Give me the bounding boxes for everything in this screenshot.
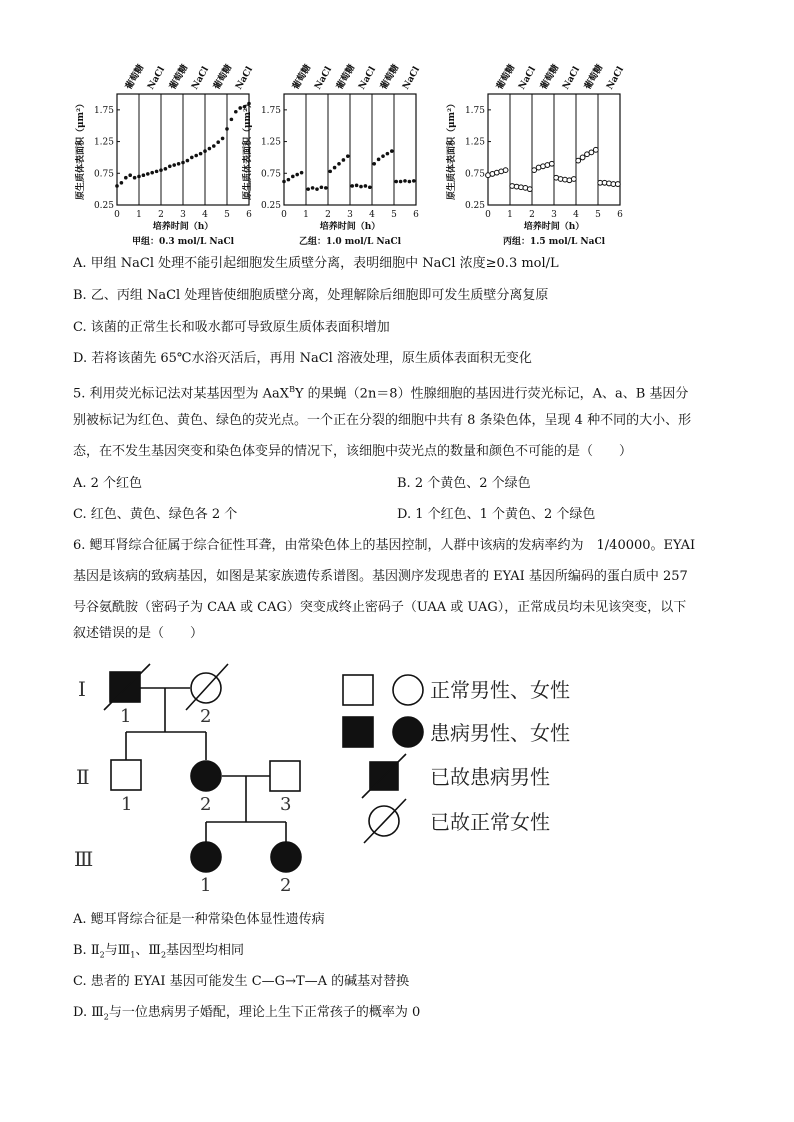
q6-line2: 基因是该病的致病基因，如图是某家族遗传系谱图。基因测序发现患者的 EYAI 基因所编码的蛋白质中 257 <box>73 569 688 584</box>
scatter-charts <box>0 0 794 255</box>
data-point <box>203 149 207 153</box>
y-tick-label: 0.25 <box>260 201 281 211</box>
q5-line2: 别被标记为红色、黄色、绿色的荧光点。一个正在分裂的细胞中共有 8 条染色体，呈现 4 种不同的大小、形 <box>73 413 692 428</box>
data-point <box>186 159 190 163</box>
I2-number: 2 <box>200 706 212 727</box>
data-point <box>337 162 341 166</box>
data-point <box>300 171 304 175</box>
q5-option-c: C. 红色、黄色、绿色各 2 个 <box>73 507 238 522</box>
data-point <box>287 178 291 182</box>
x-tick-label: 5 <box>224 210 230 220</box>
q4-option-a: A. 甲组 NaCl 处理不能引起细胞发生质壁分离，表明细胞中 NaCl 浓度≥0.3 mol/L <box>73 256 559 271</box>
data-point <box>208 147 212 151</box>
x-tick-label: 3 <box>347 210 353 220</box>
treatment-label: 葡萄糖 <box>124 63 147 92</box>
data-point <box>342 158 346 162</box>
treatment-label: NaCl <box>517 65 539 92</box>
data-point <box>146 172 150 176</box>
treatment-label: NaCl <box>357 65 379 92</box>
x-tick-label: 0 <box>281 210 287 220</box>
data-point <box>282 180 286 184</box>
pedigree-chart <box>0 650 794 900</box>
data-point <box>549 161 554 166</box>
q6-line3: 号谷氨酰胺（密码子为 CAA 或 CAG）突变成终止密码子（UAA 或 UAG），正常成员均未见该突变，以下 <box>73 600 687 615</box>
q5-line1: 5. 利用荧光标记法对某基因型为 AaX$^B$Y 的果蝇（2n＝8）性腺细胞的基因进行荧光标记，A、a、B 基因分 <box>73 385 689 402</box>
q6-option-a: A. 鳃耳肾综合征是一种常染色体显性遗传病 <box>73 912 325 927</box>
data-point <box>615 182 620 187</box>
data-point <box>221 137 225 141</box>
data-point <box>238 106 242 110</box>
y-axis-label: 原生质体表面积（μm²） <box>447 98 457 201</box>
x-tick-label: 0 <box>114 210 120 220</box>
x-tick-label: 6 <box>617 210 623 220</box>
x-tick-label: 5 <box>595 210 601 220</box>
chart-caption: 丙组：1.5 mol/L NaCl <box>502 237 606 247</box>
data-point <box>377 158 381 162</box>
data-point <box>199 152 203 156</box>
generation-II-label: Ⅱ <box>76 765 90 789</box>
x-tick-label: 3 <box>180 210 186 220</box>
data-point <box>216 140 220 144</box>
II1-number: 1 <box>121 794 133 815</box>
x-tick-label: 1 <box>136 210 142 220</box>
x-tick-label: 6 <box>246 210 252 220</box>
y-tick-label: 1.25 <box>464 137 485 148</box>
data-point <box>194 154 198 158</box>
legend-affected-female-symbol <box>393 717 423 747</box>
x-tick-label: 0 <box>485 210 491 220</box>
treatment-label: NaCl <box>401 65 423 92</box>
data-point <box>355 184 359 188</box>
data-point <box>412 179 416 183</box>
pedigree-II1-normal-male <box>111 760 141 790</box>
treatment-label: 葡萄糖 <box>335 63 358 92</box>
q4-option-c: C. 该菌的正常生长和吸水都可导致原生质体表面积增加 <box>73 320 390 335</box>
data-point <box>124 176 128 180</box>
treatment-label: NaCl <box>605 65 627 92</box>
x-tick-label: 3 <box>551 210 557 220</box>
treatment-label: NaCl <box>234 65 256 92</box>
y-tick-label: 1.75 <box>260 105 281 116</box>
data-point <box>133 176 137 180</box>
data-point <box>527 187 532 192</box>
treatment-label: NaCl <box>146 65 168 92</box>
q5-option-d: D. 1 个红色、1 个黄色、2 个绿色 <box>397 507 596 522</box>
data-point <box>503 168 508 173</box>
x-axis-label: 培养时间（h） <box>152 222 214 232</box>
pedigree-II3-normal-male <box>270 761 300 791</box>
x-tick-label: 6 <box>413 210 419 220</box>
q6-option-c: C. 患者的 EYAI 基因可能发生 C—G→T—A 的碱基对替换 <box>73 974 410 989</box>
data-point <box>394 180 398 184</box>
treatment-label: NaCl <box>561 65 583 92</box>
data-point <box>333 166 337 170</box>
data-point <box>593 147 598 152</box>
x-axis-label: 培养时间（h） <box>523 222 585 232</box>
x-tick-label: 4 <box>369 210 375 220</box>
y-tick-label: 1.75 <box>93 105 114 116</box>
data-point <box>137 175 141 179</box>
legend-normal-female-symbol <box>393 675 423 705</box>
y-tick-label: 1.25 <box>93 137 114 148</box>
data-point <box>350 184 354 188</box>
data-point <box>324 186 328 190</box>
q4-option-b: B. 乙、丙组 NaCl 处理皆使细胞质壁分离，处理解除后细胞即可发生质壁分离复原 <box>73 288 549 303</box>
data-point <box>311 186 315 190</box>
data-point <box>295 173 299 177</box>
data-point <box>128 173 132 177</box>
data-point <box>390 149 394 153</box>
treatment-label: 葡萄糖 <box>379 63 402 92</box>
treatment-label: 葡萄糖 <box>212 63 235 92</box>
data-point <box>172 163 176 167</box>
data-point <box>364 184 368 188</box>
q6-option-d: D. $Ⅲ_2$与一位患病男子婚配，理论上生下正常孩子的概率为 0 <box>73 1005 421 1022</box>
legend-normal-male-symbol <box>343 675 373 705</box>
data-point <box>164 167 168 171</box>
pedigree-II2-affected-female <box>191 761 221 791</box>
legend-normal-label: 正常男性、女性 <box>430 678 570 702</box>
q5-option-a: A. 2 个红色 <box>73 476 143 491</box>
y-tick-label: 0.75 <box>464 169 485 180</box>
data-point <box>571 177 576 182</box>
y-tick-label: 1.25 <box>260 137 281 148</box>
q5-line3: 态，在不发生基因突变和染色体变异的情况下，该细胞中荧光点的数量和颜色不可能的是（ ） <box>73 444 633 459</box>
data-point <box>381 154 385 158</box>
x-tick-label: 1 <box>303 210 309 220</box>
treatment-label: NaCl <box>190 65 212 92</box>
generation-III-label: Ⅲ <box>74 847 94 871</box>
data-point <box>115 184 119 188</box>
treatment-label: NaCl <box>313 65 335 92</box>
data-point <box>120 181 124 185</box>
pedigree-III2-affected-female <box>271 842 301 872</box>
x-axis-label: 培养时间（h） <box>319 222 381 232</box>
treatment-label: 葡萄糖 <box>539 63 562 92</box>
data-point <box>580 155 585 160</box>
chart-caption: 甲组：0.3 mol/L NaCl <box>131 237 235 247</box>
pedigree-I1-deceased-affected-male <box>110 672 140 702</box>
x-tick-label: 1 <box>507 210 513 220</box>
treatment-label: 葡萄糖 <box>168 63 191 92</box>
y-axis-label: 原生质体表面积（μm²） <box>243 98 253 201</box>
y-tick-label: 0.75 <box>260 169 281 180</box>
data-point <box>320 185 324 189</box>
q6-option-b: B. $Ⅱ_2$与$Ⅲ_1$、$Ⅲ_2$基因型均相同 <box>73 943 245 960</box>
data-point <box>212 144 216 148</box>
data-point <box>399 180 403 184</box>
chart-caption: 乙组：1.0 mol/L NaCl <box>298 237 402 247</box>
treatment-label: 葡萄糖 <box>291 63 314 92</box>
q6-line1: 6. 鳃耳肾综合征属于综合征性耳聋，由常染色体上的基因控制，人群中该病的发病率约为 1/40000。EYAI <box>73 538 696 553</box>
generation-I-label: Ⅰ <box>78 677 86 701</box>
legend-affected-male-symbol <box>343 717 373 747</box>
pedigree-III1-affected-female <box>191 842 221 872</box>
y-tick-label: 1.75 <box>464 105 485 116</box>
data-point <box>359 185 363 189</box>
x-tick-label: 2 <box>529 210 535 220</box>
chart-panel-2 <box>241 62 422 247</box>
chart-panel-3 <box>445 62 626 247</box>
y-tick-label: 0.25 <box>464 201 485 211</box>
y-tick-label: 0.25 <box>93 201 114 211</box>
legend-affected-label: 患病男性、女性 <box>430 721 570 745</box>
data-point <box>386 152 390 156</box>
y-axis-label: 原生质体表面积（μm²） <box>76 98 86 201</box>
data-point <box>142 173 146 177</box>
I1-number: 1 <box>120 706 132 727</box>
data-point <box>346 154 350 158</box>
data-point <box>155 170 159 174</box>
x-tick-label: 4 <box>573 210 579 220</box>
legend-deceased-affected-label: 已故患病男性 <box>430 765 550 789</box>
q6-line4: 叙述错误的是（ ） <box>73 626 204 641</box>
treatment-label: 葡萄糖 <box>583 63 606 92</box>
data-point <box>190 156 194 160</box>
data-point <box>372 162 376 166</box>
x-tick-label: 5 <box>391 210 397 220</box>
q5-option-b: B. 2 个黄色、2 个绿色 <box>397 476 531 491</box>
data-point <box>291 175 295 179</box>
data-point <box>150 171 154 175</box>
II2-number: 2 <box>200 794 212 815</box>
III1-number: 1 <box>200 875 212 896</box>
data-point <box>408 180 412 184</box>
data-point <box>368 185 372 189</box>
data-point <box>315 187 319 191</box>
data-point <box>177 162 181 166</box>
legend-deceased-normal-label: 已故正常女性 <box>430 810 550 834</box>
x-tick-label: 4 <box>202 210 208 220</box>
q4-option-d: D. 若将该菌先 65℃水浴灭活后，再用 NaCl 溶液处理，原生质体表面积无变化 <box>73 351 532 366</box>
data-point <box>159 168 163 172</box>
x-tick-label: 2 <box>325 210 331 220</box>
x-tick-label: 2 <box>158 210 164 220</box>
chart-panel-1 <box>74 62 255 247</box>
III2-number: 2 <box>280 875 292 896</box>
data-point <box>234 110 238 114</box>
data-point <box>181 161 185 165</box>
data-point <box>230 118 234 122</box>
data-point <box>168 165 172 169</box>
y-tick-label: 0.75 <box>93 169 114 180</box>
data-point <box>328 170 332 174</box>
data-point <box>306 187 310 191</box>
II3-number: 3 <box>280 794 292 815</box>
treatment-label: 葡萄糖 <box>495 63 518 92</box>
data-point <box>576 158 581 163</box>
data-point <box>225 127 229 131</box>
data-point <box>403 179 407 183</box>
